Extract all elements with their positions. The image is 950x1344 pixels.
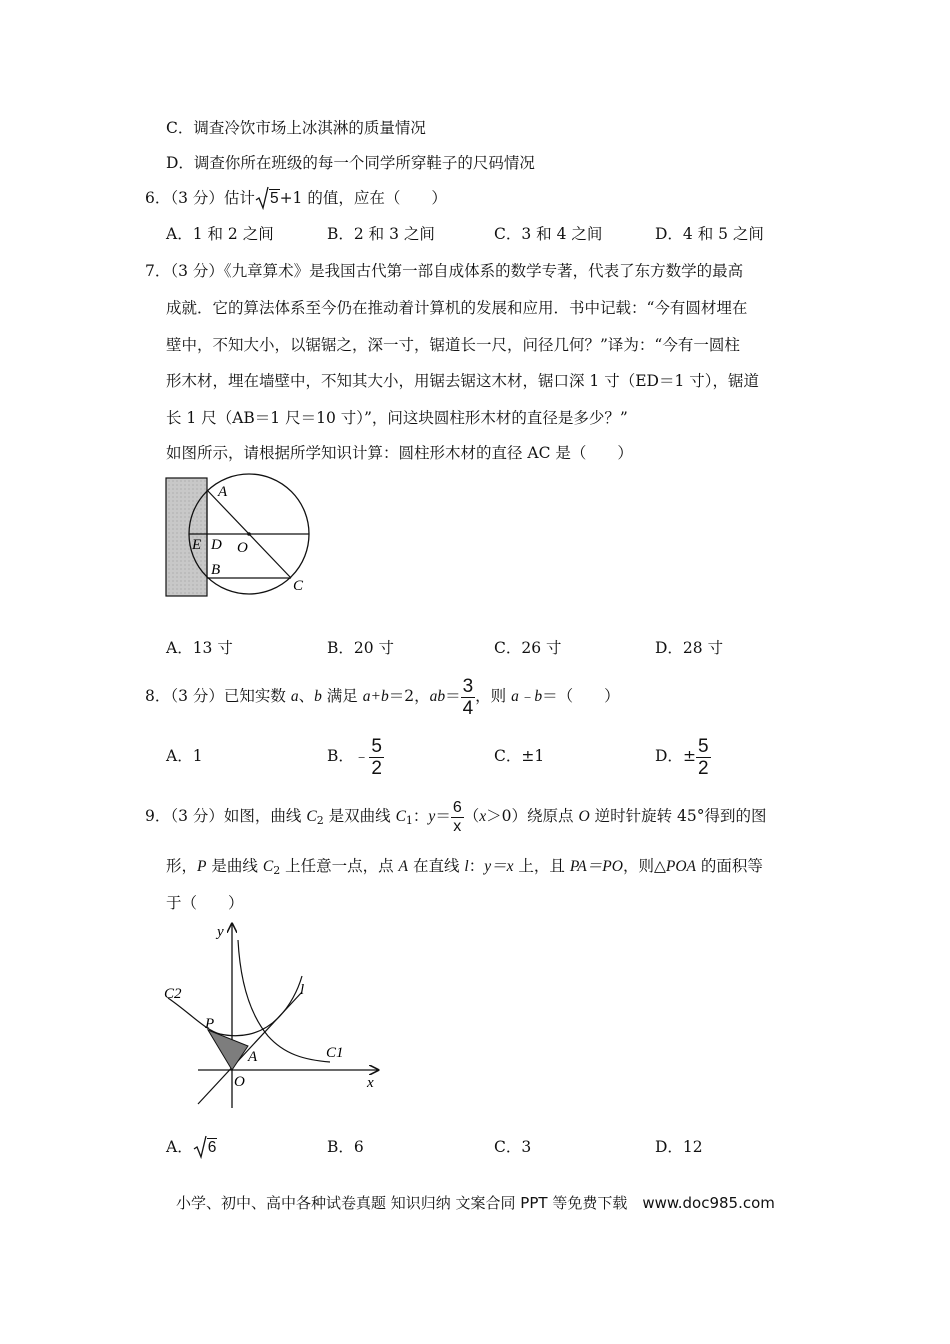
q9-option-d: D．12 [655, 1138, 703, 1156]
q8-option-c: C．±1 [494, 747, 545, 765]
q8-option-b [327, 736, 384, 778]
q9-option-a-label: A． [166, 1138, 193, 1156]
q6-sqrt [255, 188, 280, 209]
q8-fraction [461, 677, 476, 718]
q8-var-a: a [290, 688, 299, 705]
q7-line-4: 形木材，埋在墙壁中，不知其大小，用锯去锯这木材，锯口深 1 寸（ED＝1 寸），锯道 [166, 372, 759, 390]
q9-option-a [166, 1137, 217, 1158]
q9-frac-den: x [453, 817, 462, 835]
label-o: O [237, 540, 248, 556]
q9-x: x [479, 808, 487, 825]
q8-number: 8． [145, 687, 171, 705]
q9-l1a: 如图，曲线 [223, 807, 307, 825]
q9-y: y [428, 808, 436, 825]
q7-number: 7． [145, 262, 171, 280]
q8-option-b-fraction [369, 737, 384, 778]
q8-stem [145, 676, 620, 718]
q9-eq: ＝ [435, 807, 451, 825]
q8-frac-den: 4 [462, 697, 474, 719]
q9-c2-sub: 2 [316, 814, 324, 827]
q6-option-a: A．1 和 2 之间 [166, 225, 274, 243]
q8-option-d-num: 5 [697, 735, 709, 757]
q9-l: l [464, 858, 469, 875]
q9-l1d: （ [463, 807, 480, 825]
q5-option-d: D．调查你所在班级的每一个同学所穿鞋子的尺码情况 [166, 154, 535, 172]
q9-yx: y＝x [484, 858, 514, 875]
q9-l2f: 上，且 [513, 857, 570, 875]
q9-c1: C [395, 808, 406, 825]
q7-line-5: 长 1 尺（AB＝1 尺＝10 寸）”，问这块圆柱形木材的直径是多少？” [166, 409, 628, 427]
q8-option-b-den: 2 [371, 757, 382, 779]
q7-line-3: 壁中，不知大小，以锯锯之，深一寸，锯道长一尺，问径几何？”译为：“今有一圆柱 [166, 336, 740, 354]
label-l: l [300, 982, 305, 998]
q6-option-d: D．4 和 5 之间 [655, 225, 764, 243]
q9-o: O [578, 808, 590, 825]
q9-l2c: 上任意一点，点 [280, 857, 399, 875]
curve-c2 [168, 976, 305, 1036]
q8-eq: ＝ [445, 687, 461, 705]
q9-c1-sub: 1 [405, 814, 413, 827]
q9-option-a-radicand: 6 [207, 1139, 217, 1156]
q9-l1c: ： [412, 807, 429, 825]
q9-poa: POA [665, 858, 696, 875]
q9-l2e: ： [468, 857, 485, 875]
q8-option-d-sign: ± [682, 747, 696, 765]
q9-option-a-sqrt [193, 1137, 218, 1158]
q7-line-1 [145, 261, 743, 281]
q9-frac-num: 6 [452, 798, 462, 816]
q9-line-3: 于（ ） [166, 894, 244, 912]
q8-diff: a﹣b [511, 688, 543, 705]
q9-option-b: B．6 [327, 1138, 364, 1156]
q9-number: 9． [145, 807, 171, 825]
q7-option-d: D．28 寸 [655, 639, 724, 657]
q9-points: （3 分） [170, 807, 224, 825]
label-e: E [192, 537, 202, 553]
q9-l1b: 是双曲线 [323, 807, 396, 825]
q8-option-d [655, 736, 711, 778]
q7-option-a: A．13 寸 [166, 639, 233, 657]
q8-option-d-label: D． [655, 747, 683, 765]
label-p: P [205, 1016, 215, 1032]
q8-sum: a+b [362, 688, 389, 705]
q8-sep: 、 [298, 687, 315, 705]
label-c2: C2 [164, 986, 182, 1002]
label-y: y [217, 924, 224, 940]
q8-option-d-den: 2 [697, 757, 709, 779]
q7-option-b: B．20 寸 [327, 639, 395, 657]
q8-text-3: ，则 [475, 687, 512, 705]
q9-c2-sub-again: 2 [273, 864, 281, 877]
label-d: D [211, 537, 222, 553]
q7-option-c: C．26 寸 [494, 639, 562, 657]
q8-ab: ab [429, 688, 446, 705]
label-c1: C1 [326, 1045, 344, 1061]
q9-l2d: 在直线 [408, 857, 465, 875]
q9-fraction [451, 800, 464, 835]
q8-points: （3 分） [170, 687, 224, 705]
center-dot [247, 532, 251, 536]
q9-l2a: 形， [166, 857, 198, 875]
q9-hyperbola-figure [160, 918, 390, 1114]
q8-text-2: 满足 [321, 687, 363, 705]
q9-option-c: C．3 [494, 1138, 532, 1156]
q9-l1f: 逆时针旋转 45°得到的图 [589, 807, 767, 825]
q8-text-1: 已知实数 [223, 687, 291, 705]
q6-text-before: 估计 [223, 189, 255, 207]
q8-text-4: ＝（ ） [542, 687, 620, 705]
q6-text-after: +1 的值，应在（ ） [279, 189, 447, 207]
footer-download-notice: 小学、初中、高中各种试卷真题 知识归纳 文案合同 PPT 等免费下载 www.doc985.com [176, 1194, 775, 1212]
q6-option-c: C．3 和 4 之间 [494, 225, 603, 243]
radical-sign-icon [193, 1135, 207, 1159]
label-b: B [211, 562, 221, 578]
label-a: A [248, 1049, 258, 1065]
q6-number: 6． [145, 189, 171, 207]
q8-eq2: ＝2， [388, 687, 430, 705]
q6-option-b: B．2 和 3 之间 [327, 225, 435, 243]
q7-line-6: 如图所示，请根据所学知识计算：圆柱形木材的直径 AC 是（ ） [166, 444, 633, 462]
label-x: x [367, 1075, 374, 1091]
label-a: A [218, 484, 228, 500]
q6-points: （3 分） [170, 189, 224, 207]
q9-c2: C [306, 808, 317, 825]
label-o: O [234, 1074, 245, 1090]
curve-c1 [238, 940, 330, 1062]
q8-frac-num: 3 [462, 675, 474, 697]
q9-line-1 [145, 796, 766, 841]
q7-circle-figure [160, 472, 320, 602]
radical-sign-icon [255, 186, 269, 210]
q9-l1e: ＞0）绕原点 [486, 807, 579, 825]
q6-stem [145, 188, 447, 209]
q9-p: P [197, 858, 207, 875]
q6-radicand: 5 [269, 190, 279, 207]
q9-l2g: ，则△ [622, 857, 666, 875]
q9-papo: PA＝PO [569, 858, 623, 875]
q8-option-b-label: B． [327, 747, 354, 765]
q9-l2b: 是曲线 [206, 857, 263, 875]
q9-a: A [398, 858, 409, 875]
q8-option-d-fraction [696, 737, 711, 778]
q7-text-1: （3 分）《九章算术》是我国古代第一部自成体系的数学专著，代表了东方数学的最高 [170, 262, 744, 280]
q5-option-c: C．调查冷饮市场上冰淇淋的质量情况 [166, 119, 426, 137]
q9-line-2 [166, 856, 763, 881]
q9-l2h: 的面积等 [696, 857, 763, 875]
q8-option-b-num: 5 [371, 735, 382, 757]
q8-var-b: b [314, 688, 322, 705]
q9-c2-again: C [262, 858, 274, 875]
label-c: C [293, 578, 304, 594]
q8-option-a: A．1 [166, 747, 203, 765]
q8-option-b-sign: ﹣ [353, 747, 370, 765]
q7-line-2: 成就．它的算法体系至今仍在推动着计算机的发展和应用．书中记载：“今有圆材埋在 [166, 299, 748, 317]
